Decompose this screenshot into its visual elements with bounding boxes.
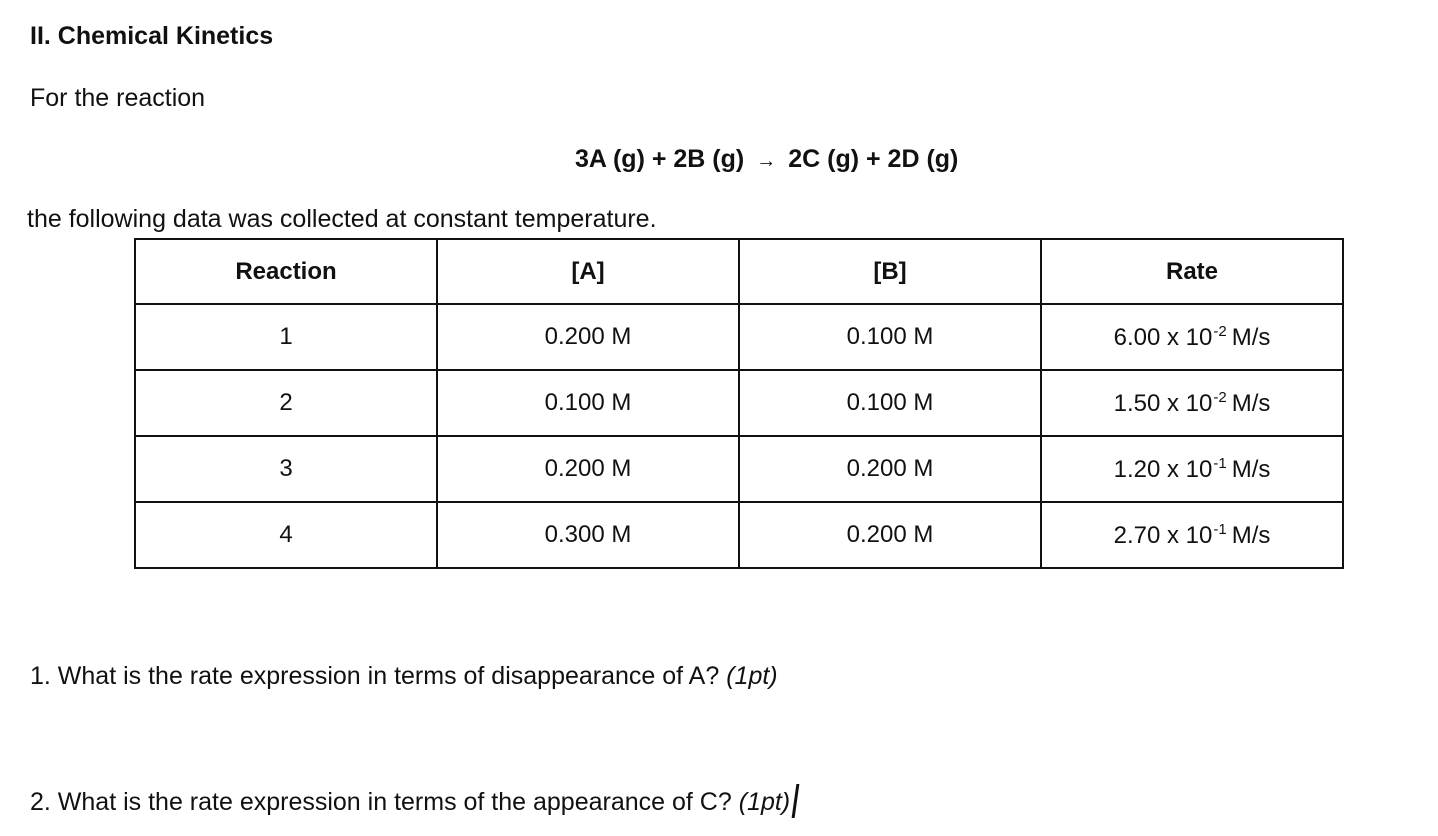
- cell-rate: [1041, 436, 1343, 502]
- cell-b-concentration: 0.100 M: [739, 370, 1041, 436]
- rate-exponent: -1: [1213, 454, 1227, 472]
- question-2: [30, 784, 797, 818]
- equation-products: 2C (g) + 2D (g): [788, 145, 959, 173]
- rate-unit: M/s: [1231, 389, 1271, 417]
- rate-exponent: -1: [1213, 520, 1227, 538]
- cell-rate: [1041, 370, 1343, 436]
- table-row: [135, 502, 1343, 568]
- rate-unit: M/s: [1231, 521, 1271, 549]
- question-1-points: (1pt): [726, 662, 778, 690]
- header-b-concentration: [B]: [739, 239, 1041, 304]
- table-row: [135, 436, 1343, 502]
- cell-reaction: 3: [135, 436, 437, 502]
- header-rate: Rate: [1041, 239, 1343, 304]
- rate-mantissa: 2.70 x 10: [1113, 521, 1213, 549]
- reaction-arrow-icon: →: [756, 150, 777, 172]
- cell-rate: [1041, 502, 1343, 568]
- rate-mantissa: 1.50 x 10: [1113, 389, 1213, 417]
- section-title: II. Chemical Kinetics: [30, 22, 274, 50]
- cell-a-concentration: 0.100 M: [437, 370, 739, 436]
- rate-mantissa: 6.00 x 10: [1113, 323, 1213, 351]
- table-header-row: [135, 239, 1343, 304]
- question-2-text: 2. What is the rate expression in terms of the appearance of C?: [30, 788, 732, 816]
- question-2-points: (1pt): [738, 788, 791, 816]
- reaction-equation: [575, 145, 958, 174]
- cell-b-concentration: 0.200 M: [739, 502, 1041, 568]
- table-row: [135, 304, 1343, 370]
- rate-exponent: -2: [1213, 388, 1227, 406]
- rate-unit: M/s: [1231, 323, 1271, 351]
- question-1-text: 1. What is the rate expression in terms of disappearance of A?: [30, 662, 720, 690]
- rate-exponent: -2: [1213, 322, 1227, 340]
- cell-a-concentration: 0.300 M: [437, 502, 739, 568]
- cell-reaction: 1: [135, 304, 437, 370]
- equation-reactants: 3A (g) + 2B (g): [575, 145, 745, 173]
- header-a-concentration: [A]: [437, 239, 739, 304]
- intro-text: For the reaction: [30, 84, 206, 112]
- rate-mantissa: 1.20 x 10: [1113, 455, 1213, 483]
- cell-b-concentration: 0.200 M: [739, 436, 1041, 502]
- text-cursor[interactable]: [792, 784, 800, 818]
- cell-a-concentration: 0.200 M: [437, 304, 739, 370]
- cell-reaction: 2: [135, 370, 437, 436]
- cell-b-concentration: 0.100 M: [739, 304, 1041, 370]
- header-reaction: Reaction: [135, 239, 437, 304]
- cell-a-concentration: 0.200 M: [437, 436, 739, 502]
- data-note: the following data was collected at constant temperature.: [27, 205, 657, 233]
- question-1: [30, 662, 778, 691]
- rate-unit: M/s: [1231, 455, 1271, 483]
- cell-rate: [1041, 304, 1343, 370]
- kinetics-data-table: [134, 238, 1344, 569]
- table-row: [135, 370, 1343, 436]
- cell-reaction: 4: [135, 502, 437, 568]
